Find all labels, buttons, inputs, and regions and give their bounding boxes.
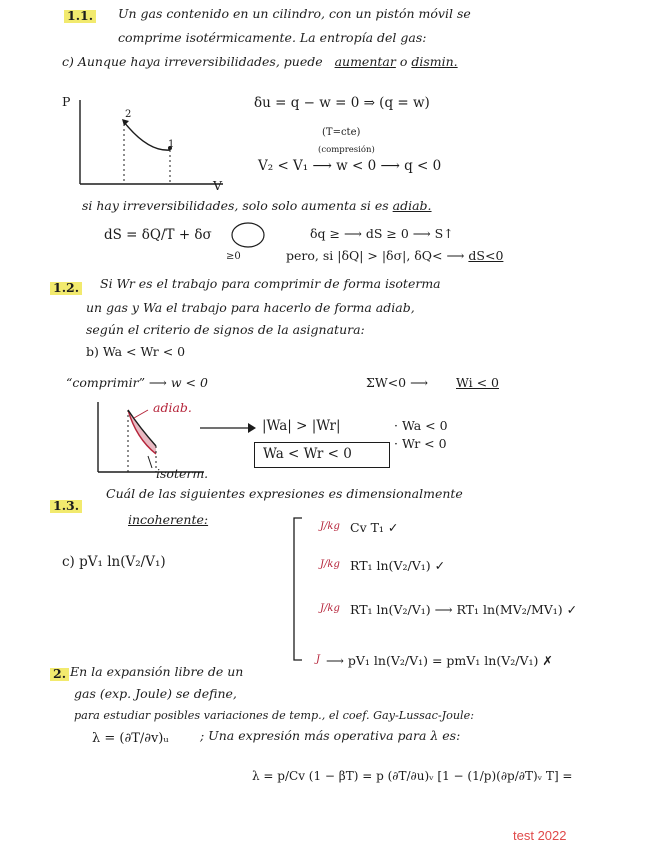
- q11-entropy-eq: dS = δQ/T + δσ: [104, 227, 212, 243]
- q11-number: 1.1.: [64, 10, 96, 23]
- sigma-circle-mark: [230, 220, 266, 250]
- graph-axis-p: P: [62, 94, 71, 109]
- q12-comprimir: “comprimir” ⟶ w < 0: [66, 375, 208, 390]
- arrow-to-relation: [198, 418, 258, 438]
- q12-boxed-answer: [254, 442, 390, 468]
- q11-irrev-word: adiab.: [392, 198, 432, 213]
- q11-sigma-note: ≥0: [226, 251, 241, 262]
- q11-entropy-right2: [286, 250, 503, 263]
- q12-boxed-relation: Wa < Wr < 0: [263, 446, 352, 462]
- q2-statement-line4: ; Una expresión más operativa para λ es:: [200, 728, 461, 743]
- q11-irrev-text: si hay irreversibilidades, solo solo aumenta si es: [82, 198, 389, 213]
- graph-point-1: 1: [168, 139, 175, 150]
- q13-statement-line1: Cuál de las siguientes expresiones es dimensionalmente: [106, 486, 463, 501]
- q12-sum-result: Wi < 0: [456, 375, 499, 390]
- q11-entropy-right3: dS<0: [468, 248, 504, 263]
- q12-number: 1.2.: [50, 282, 82, 295]
- q11-answer: [62, 56, 458, 69]
- watermark: test 2022: [513, 828, 567, 843]
- q11-answer-prefix: c) Aunque haya irreversibilidades, puede: [62, 54, 323, 69]
- q11-compression-note: (compresión): [318, 145, 375, 155]
- adiab-curve-label: adiab.: [153, 400, 192, 415]
- q13-bracket: [290, 516, 306, 664]
- q13-opt2-unit: J/kg: [320, 559, 340, 570]
- q11-tcte-note: (T=cte): [322, 127, 361, 138]
- q11-statement-line1: Un gas contenido en un cilindro, con un pistón móvil se: [118, 6, 471, 21]
- q13-opt3: RT₁ ln(V₂/V₁) ⟶ RT₁ ln(MV₂/MV₁) ✓: [350, 602, 578, 617]
- q12-answer: b) Wa < Wr < 0: [86, 344, 186, 359]
- q12-statement-line3: según el criterio de signos de la asignatura:: [86, 322, 365, 337]
- q2-statement-line3: para estudiar posibles variaciones de temp., el coef. Gay-Lussac-Joule:: [74, 709, 475, 722]
- q11-statement-line2: comprime isotérmicamente. La entropía del gas:: [118, 30, 427, 45]
- q2-statement-line1: En la expansión libre de un: [70, 664, 244, 679]
- q11-answer-word1: aumentar: [334, 54, 396, 69]
- q12-sum: ΣW<0 ⟶: [366, 375, 429, 390]
- q13-opt1: Cv T₁ ✓: [350, 520, 399, 535]
- q2-number: 2.: [50, 668, 69, 681]
- q13-answer: c) pV₁ ln(V₂/V₁): [62, 554, 166, 570]
- q11-entropy-right1: δq ≥ ⟶ dS ≥ 0 ⟶ S↑: [310, 226, 454, 241]
- q13-number: 1.3.: [50, 500, 82, 513]
- q12-side-wr: · Wr < 0: [394, 436, 447, 451]
- q2-final-eq: λ = p/Cv (1 − βT) = p (∂T/∂u)ᵥ [1 − (1/p)(∂p/∂T)ᵥ T] =: [252, 769, 573, 783]
- q13-opt3-unit: J/kg: [320, 603, 340, 614]
- q12-abs-relation: |Wa| > |Wr|: [262, 418, 341, 434]
- q11-entropy-right2-text: pero, si |δQ| > |δσ|, δQ< ⟶: [286, 248, 465, 263]
- q2-lambda-def: λ = (∂T/∂v)ᵤ: [92, 731, 169, 746]
- q11-irrev-note: [82, 200, 432, 213]
- pv-graph-isothermal: [58, 92, 238, 192]
- q13-opt2: RT₁ ln(V₂/V₁) ✓: [350, 558, 446, 573]
- q2-statement-line2: gas (exp. Joule) se define,: [74, 686, 237, 701]
- q11-volume-eq: V₂ < V₁ ⟶ w < 0 ⟶ q < 0: [258, 158, 442, 174]
- q11-answer-word2: dismin.: [411, 54, 458, 69]
- q11-energy-eq: δu = q − w = 0 ⇒ (q = w): [254, 95, 430, 111]
- graph-axis-v: V: [213, 178, 223, 193]
- q13-opt4-unit: J: [316, 654, 321, 665]
- q12-statement-line2: un gas y Wa el trabajo para hacerlo de forma adiab,: [86, 300, 415, 315]
- q12-side-wa: · Wa < 0: [394, 418, 448, 433]
- q11-answer-o: o: [399, 54, 408, 69]
- graph-point-2: 2: [125, 109, 132, 120]
- q13-statement-line2: incoherente:: [128, 512, 209, 527]
- q13-opt1-unit: J/kg: [320, 521, 340, 532]
- q12-statement-line1: Si Wr es el trabajo para comprimir de forma isoterma: [100, 276, 441, 291]
- isoterm-curve-label: isoterm.: [156, 466, 209, 481]
- q13-opt4: ⟶ pV₁ ln(V₂/V₁) = pmV₁ ln(V₂/V₁) ✗: [326, 653, 553, 668]
